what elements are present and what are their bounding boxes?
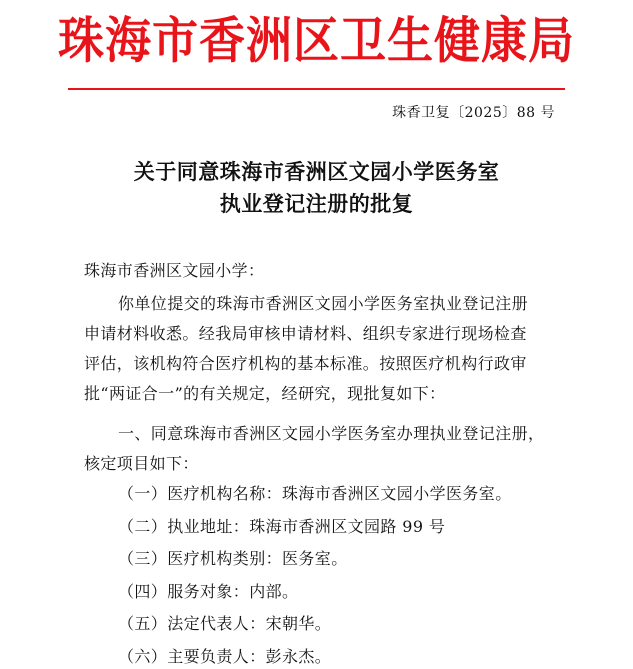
- paragraph-line: 批“两证合一”的有关规定，经研究，现批复如下：: [84, 384, 446, 403]
- paragraph-line: 核定项目如下：: [84, 454, 199, 473]
- paragraph-2: [84, 419, 554, 479]
- document-title-line-1: 关于同意珠海市香洲区文园小学医务室: [133, 159, 500, 184]
- paragraph-line: 申请材料收悉。经我局审核申请材料、组织专家进行现场检查: [84, 324, 527, 343]
- list-item: （二）执业地址：珠海市香洲区文园路 99 号: [118, 516, 446, 536]
- paragraph-1: [84, 289, 554, 409]
- salutation: 珠海市香洲区文园小学：: [84, 261, 265, 280]
- list-item: （五）法定代表人：宋朝华。: [118, 614, 332, 634]
- document-title-line-2: 执业登记注册的批复: [219, 191, 414, 216]
- document-number: 珠香卫复〔2025〕88 号: [392, 105, 555, 121]
- paragraph-line: 你单位提交的珠海市香洲区文园小学医务室执业登记注册: [118, 294, 529, 313]
- list-item: （六）主要负责人：彭永杰。: [118, 646, 332, 666]
- agency-letterhead: 珠海市香洲区卫生健康局: [58, 10, 575, 70]
- paragraph-line: 评估，该机构符合医疗机构的基本标准。按照医疗机构行政审: [84, 354, 527, 373]
- list-item: （一）医疗机构名称：珠海市香洲区文园小学医务室。: [118, 484, 512, 503]
- list-item: （三）医疗机构类别：医务室。: [118, 549, 348, 569]
- red-header-rule: [68, 88, 565, 90]
- list-item: （四）服务对象：内部。: [118, 581, 299, 601]
- paragraph-line: 一、同意珠海市香洲区文园小学医务室办理执业登记注册，: [118, 424, 545, 443]
- approved-items-list: [118, 484, 588, 669]
